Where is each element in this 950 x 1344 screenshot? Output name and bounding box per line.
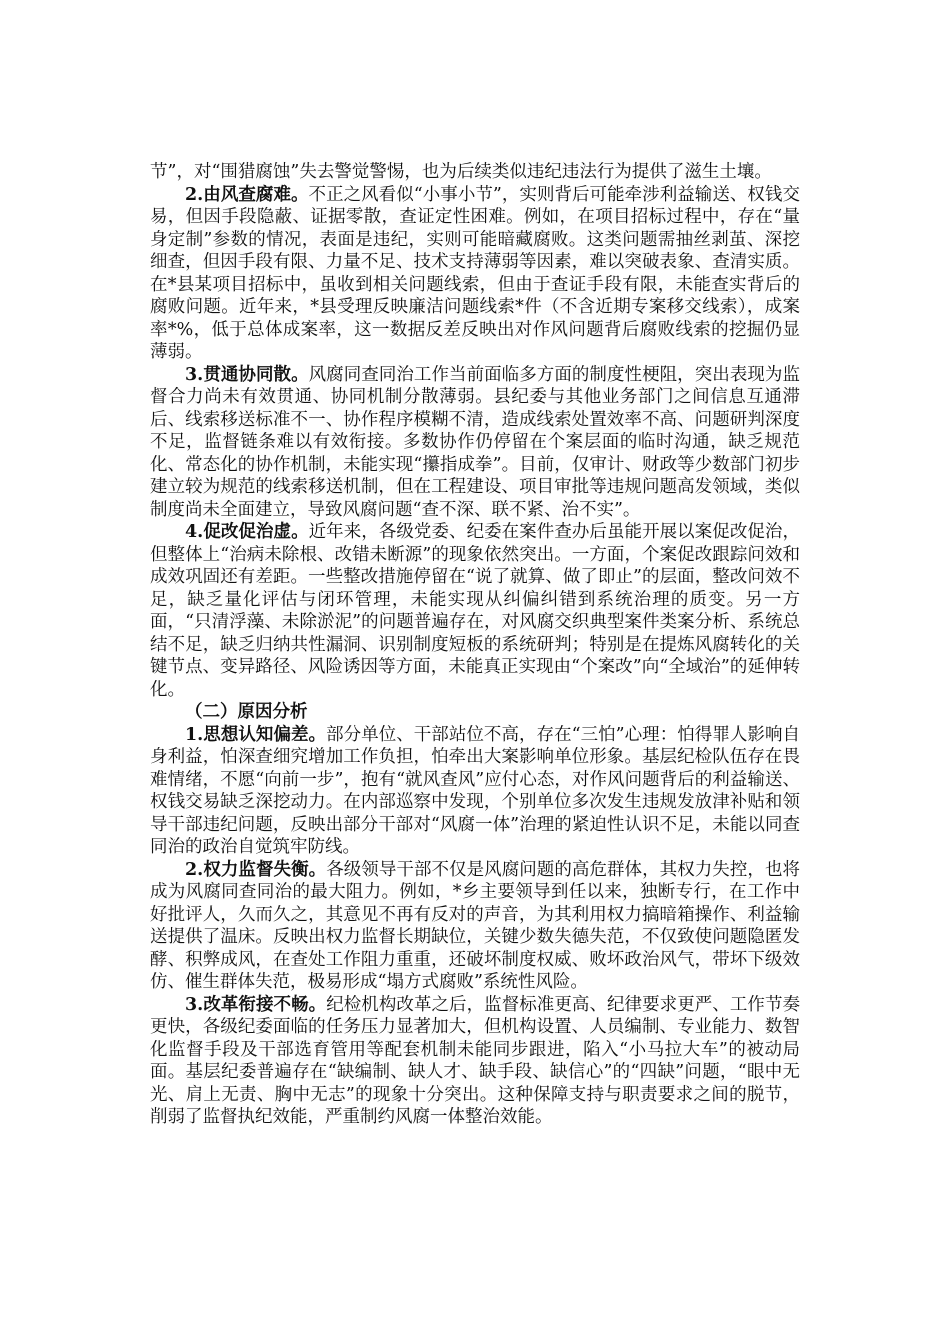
paragraph-body: 各级领导干部不仅是风腐问题的高危群体，其权力失控，也将成为风腐同查同治的最大阻力。例如，*乡主要领导到任以来，独断专行，在工作中好批评人，久而久之，其意见不再有反对的声音，为其利用权力搞暗箱操作、利益输送提供了温床。反映出权力监督长期缺位，关键少数失德失范，不仅致使问题隐匿发酵、积弊成风，在查处工作阻力重重，还破坏制度权威、败坏政治风气，带坏下级效仿、催生群体失范，极易形成“塌方式腐败”系统性风险。	[150, 859, 800, 992]
paragraph-coordination-scattered	[150, 364, 800, 522]
paragraph-lead: 1.思想认知偏差。	[185, 724, 327, 745]
paragraph-reform-governance-weak	[150, 521, 800, 701]
paragraph-body: 部分单位、干部站位不高，存在“三怕”心理：怕得罪人影响自身利益，怕深查细究增加工作负担，怕牵出大案影响单位形象。基层纪检队伍存在畏难情绪，不愿“向前一步”，抱有“就风查风”应付心态，对作风问题背后的利益输送、权钱交易缺乏深挖动力。在内部巡察中发现，个别单位多次发生违规发放津补贴和领导干部违纪问题，反映出部分干部对“风腐一体”治理的紧迫性认识不足，未能以同查同治的政治自觉筑牢防线。	[150, 724, 800, 857]
paragraph-cognition-deviation	[150, 724, 800, 859]
paragraph-wind-to-corruption-difficulty	[150, 184, 800, 364]
paragraph-body: 节”，对“围猎腐蚀”失去警觉警惕，也为后续类似违纪违法行为提供了滋生土壤。	[150, 162, 772, 182]
paragraph-lead: 2.权力监督失衡。	[185, 859, 327, 880]
paragraph-body: 纪检机构改革之后，监督标准更高、纪律要求更严、工作节奏更快，各级纪委面临的任务压力显著加大，但机构设置、人员编制、专业能力、数智化监督手段及干部选育管用等配套机制未能同步跟进，陷入“小马拉大车”的被动局面。基层纪委普遍存在“缺编制、缺人才、缺手段、缺信心”的“四缺”问题，“眼中无光、肩上无责、胸中无志”的现象十分突出。这种保障支持与职责要求之间的脱节，削弱了监督执纪效能，严重制约风腐一体整治效能。	[150, 994, 800, 1127]
paragraph-lead: 3.改革衔接不畅。	[185, 994, 327, 1015]
paragraph-lead: 2.由风查腐难。	[185, 184, 309, 205]
section-heading-cause-analysis	[150, 701, 800, 724]
paragraph-body: 风腐同查同治工作当前面临多方面的制度性梗阻，突出表现为监督合力尚未有效贯通、协同机制分散薄弱。县纪委与其他业务部门之间信息互通滞后、线索移送标准不一、协作程序模糊不清，造成线索处置效率不高、问题研判深度不足，监督链条难以有效衔接。多数协作仍停留在个案层面的临时沟通，缺乏规范化、常态化的协作机制，未能实现“攥指成拳”。目前，仅审计、财政等少数部门初步建立较为规范的线索移送机制，但在工程建设、项目审批等违规问题高发领域，类似制度尚未全面建立，导致风腐问题“查不深、联不紧、治不实”。	[150, 364, 800, 520]
paragraph-continuation	[150, 161, 800, 184]
section-heading-text: （二）原因分析	[185, 702, 308, 722]
paragraph-lead: 3.贯通协同散。	[185, 364, 309, 385]
document-page	[150, 161, 800, 1129]
paragraph-lead: 4.促改促治虚。	[185, 522, 309, 542]
paragraph-body: 不正之风看似“小事小节”，实则背后可能牵涉利益输送、权钱交易，但因手段隐蔽、证据零散，查证定性困难。例如，在项目招标过程中，存在“量身定制”参数的情况，表面是违纪，实则可能暗藏腐败。这类问题需抽丝剥茧、深挖细查，但因手段有限、力量不足、技术支持薄弱等因素，难以突破表象、查清实质。在*县某项目招标中，虽收到相关问题线索，但由于查证手段有限，未能查实背后的腐败问题。近年来，*县受理反映廉洁问题线索*件（不含近期专案移交线索），成案率*%，低于总体成案率，这一数据反差反映出对作风问题背后腐败线索的挖掘仍显薄弱。	[150, 184, 800, 362]
paragraph-power-supervision-imbalance	[150, 859, 800, 994]
paragraph-body: 近年来，各级党委、纪委在案件查办后虽能开展以案促改促治，但整体上“治病未除根、改错未断源”的现象依然突出。一方面，个案促改跟踪问效和成效巩固还有差距。一些整改措施停留在“说了就算、做了即止”的层面，整改问效不足，缺乏量化评估与闭环管理，未能实现从纠偏纠错到系统治理的质变。另一方面，“只清浮藻、未除淤泥”的问题普遍存在，对风腐交织典型案件类案分析、系统总结不足，缺乏归纳共性漏洞、识别制度短板的系统研判；特别是在提炼风腐转化的关键节点、变异路径、风险诱因等方面，未能真正实现由“个案改”向“全域治”的延伸转化。	[150, 522, 800, 700]
paragraph-reform-connection-poor	[150, 994, 800, 1129]
